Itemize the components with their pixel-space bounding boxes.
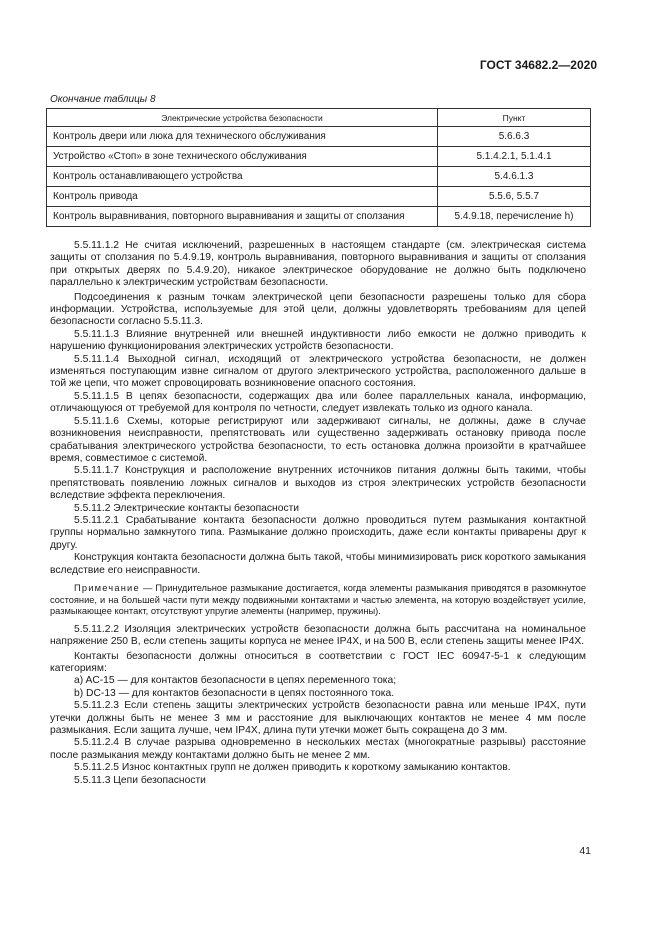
paragraph-5-5-11-2-1: 5.5.11.2.1 Срабатывание контакта безопасности должно проводиться путем размыкания контактной группы нормально замкнутого типа. Размыкание должно происходить, даже если контакты приварены друг к другу.: [50, 514, 586, 551]
column-header-clause: Пункт: [438, 109, 591, 127]
paragraph-5-5-11-1-3: 5.5.11.1.3 Влияние внутренней или внешней индуктивности либо емкости не должно приводить к нарушению функционирования электрических устройств безопасности.: [50, 328, 586, 353]
clause-cell: 5.4.6.1.3: [438, 167, 591, 187]
paragraph-5-5-11-2-4: 5.5.11.2.4 В случае разрыва одновременно в нескольких местах (многократные разрывы) расстояние после размыкания между контактами должно быть не менее 2 мм.: [50, 737, 586, 761]
clause-cell: 5.1.4.2.1, 5.1.4.1: [438, 147, 591, 167]
table-row: [47, 187, 591, 207]
device-cell: Контроль останавливающего устройства: [47, 167, 438, 187]
table-row: [47, 167, 591, 187]
paragraph-contact-categories: Контакты безопасности должны относиться в соответствии с ГОСТ IEC 60947-5-1 к следующим категориям:: [50, 650, 586, 674]
paragraph-5-5-11-1-6: 5.5.11.1.6 Схемы, которые регистрируют или задерживают сигналы, не должны, даже в случае возникновения неисправности, препятствовать или существенно задерживать остановку привода после срабатывания электрического устройства безопасности, то есть остановка должна произойти в кратчайшее время, совместимое с системой.: [50, 415, 586, 464]
section-heading-5-5-11-2: 5.5.11.2 Электрические контакты безопасности: [74, 502, 300, 514]
document-number: ГОСТ 34682.2—2020: [479, 58, 597, 72]
safety-devices-table: [46, 108, 591, 227]
paragraph-5-5-11-2-2: 5.5.11.2.2 Изоляция электрических устройств безопасности должна быть рассчитана на номинальное напряжение 250 В, если степень защиты корпуса не менее IP4X, и на 500 В, если степень защиты менее IP4X.: [50, 623, 586, 648]
table-row: [47, 147, 591, 167]
device-cell: Контроль двери или люка для технического обслуживания: [47, 127, 438, 147]
note: [50, 583, 586, 618]
page-number: 41: [579, 845, 591, 857]
device-cell: Контроль привода: [47, 187, 438, 207]
note-label: Примечание: [74, 582, 140, 593]
list-item-ac15: a) AC-15 — для контактов безопасности в цепях переменного тока;: [74, 675, 397, 687]
list-item-dc13: b) DC-13 — для контактов безопасности в цепях постоянного тока.: [74, 687, 395, 699]
section-heading-5-5-11-3: 5.5.11.3 Цепи безопасности: [74, 774, 206, 786]
paragraph-5-5-11-1-2: 5.5.11.1.2 Не считая исключений, разрешенных в настоящем стандарте (см. электрическая система защиты от сползания по 5.4.9.19, контроль выравнивания, повторного выравнивания и защиты от сползания при открытых дверях по 5.4.9.20), никакое электрическое оборудование не должно быть подключено параллельно к электрическим устройствам безопасности.: [50, 240, 586, 289]
note-text: — Принудительное размыкание достигается, когда элементы размыкания приводятся в разомкнутое состояние, и на большей части пути между подвижными контактами и частью элемента, на которую воздействует усилие, размыкающее контакт, отсутствуют упругие элементы (например, пружины).: [50, 582, 586, 617]
clause-cell: 5.5.6, 5.5.7: [438, 187, 591, 207]
paragraph-contact-design: Конструкция контакта безопасности должна быть такой, чтобы минимизировать риск короткого замыкания вследствие его неисправности.: [50, 552, 586, 576]
paragraph-5-5-11-2-3: 5.5.11.2.3 Если степень защиты электрических устройств безопасности равна или меньше IP4X, пути утечки должны быть не менее 3 мм и расстояние для выключающих контактов не менее 4 мм после размыкания. Если защита лучше, чем IP4X, длина пути утечки может быть сокращена до 3 мм.: [50, 700, 586, 736]
device-cell: Контроль выравнивания, повторного выравнивания и защиты от сползания: [47, 207, 438, 227]
paragraph-5-5-11-1-5: 5.5.11.1.5 В цепях безопасности, содержащих два или более параллельных канала, информацию, отличающуюся от требуемой для контроля по четности, следует извлекать только из одного канала.: [50, 390, 586, 415]
paragraph-5-5-11-1-7: 5.5.11.1.7 Конструкция и расположение внутренних источников питания должны быть такими, чтобы препятствовать появлению ложных сигналов и выходов из строя электрических устройств безопасности вследствие эффекта переключения.: [50, 465, 586, 502]
table-caption: Окончание таблицы 8: [50, 94, 156, 105]
column-header-device: Электрические устройства безопасности: [47, 109, 438, 127]
paragraph-connections: Подсоединения к разным точкам электрической цепи безопасности разрешены только для сбора информации. Устройства, используемые для этой цели, должны удовлетворять требованиям для цепей безопасности согласно 5.5.11.3.: [50, 291, 586, 328]
clause-cell: 5.6.6.3: [438, 127, 591, 147]
table-header-row: [47, 109, 591, 127]
paragraph-5-5-11-1-4: 5.5.11.1.4 Выходной сигнал, исходящий от электрического устройства безопасности, не должен изменяться поступающим извне сигналом от другого электрического устройства, расположенного дальше в той же цепи, что может спровоцировать возникновение опасного состояния.: [50, 353, 586, 390]
table-row: [47, 127, 591, 147]
table-row: [47, 207, 591, 227]
device-cell: Устройство «Стоп» в зоне технического обслуживания: [47, 147, 438, 167]
clause-cell: 5.4.9.18, перечисление h): [438, 207, 591, 227]
document-body: [50, 240, 586, 787]
paragraph-5-5-11-2-5: 5.5.11.2.5 Износ контактных групп не должен приводить к короткому замыканию контактов.: [74, 762, 511, 774]
